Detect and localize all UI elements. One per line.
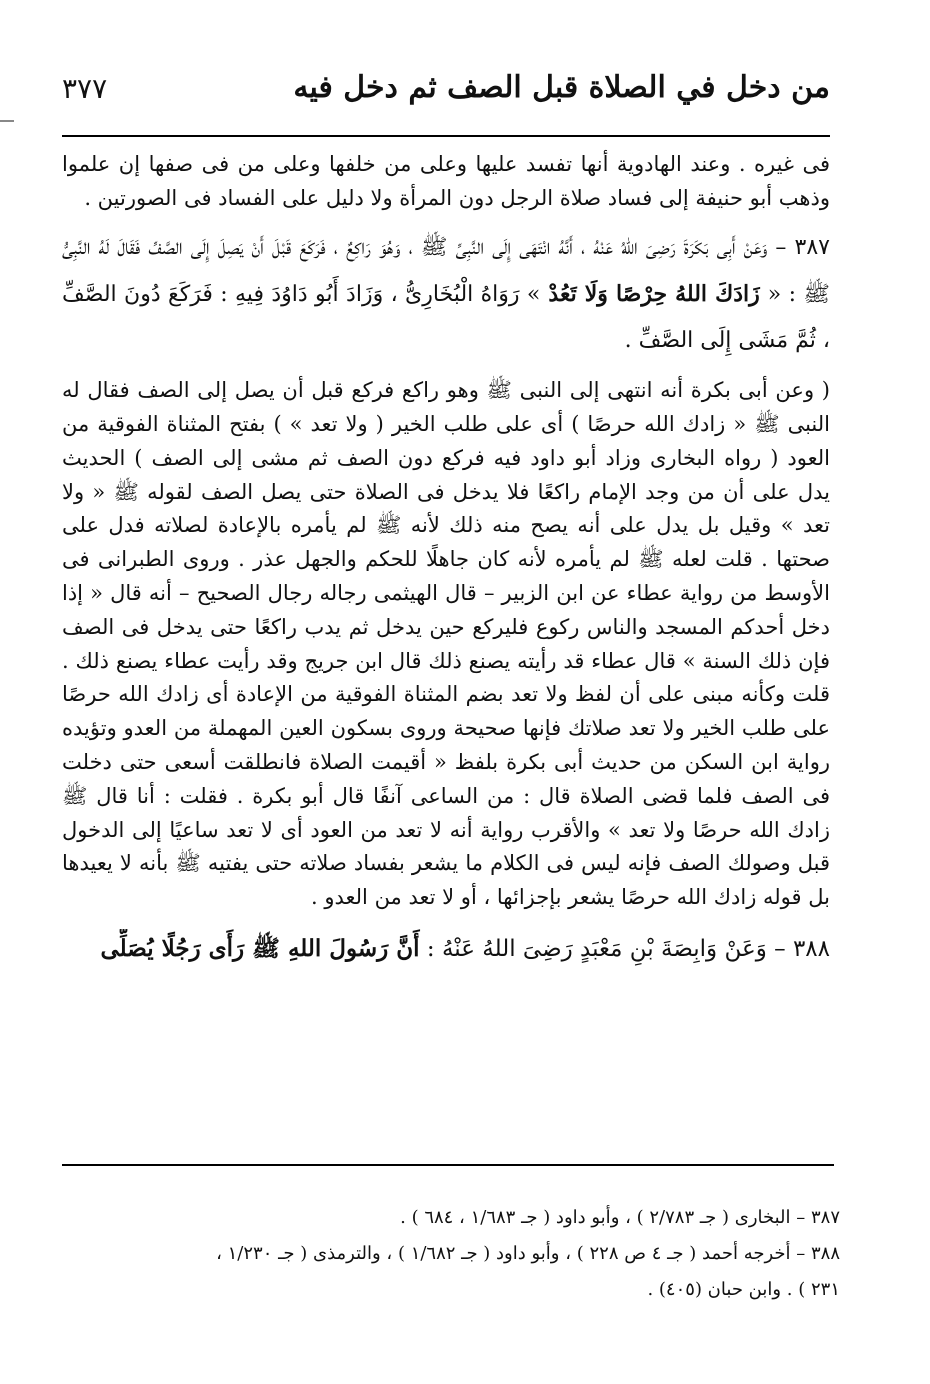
running-header — [62, 62, 830, 120]
commentary-paragraph: ( وعن أبى بكرة أنه انتهى إلى النبى ﷺ وهو راكع فركع قبل أن يصل إلى الصف فقال له النبى ﷺ « زادك الله حرصًا ) أى على طلب الخير ( ولا تعد » ) بفتح المثناة الفوقية من العود ( رواه البخارى وزاد أبو داود فيه فركع دون الصف ثم مشى إلى الصف ) الحديث يدل على أن من وجد الإمام راكعًا فلا يدخل فى الصلاة حتى يصل الصف لقوله ﷺ « ولا تعد » وقيل بل يدل على أنه يصح منه ذلك لأنه ﷺ لم يأمره بالإعادة لصلاته فدل على صحتها . قلت لعله ﷺ لم يأمره لأنه كان جاهلًا للحكم والجهل عذر . وروى الطبرانى فى الأوسط من رواية عطاء عن ابن الزبير – قال الهيثمى رجاله رجال الصحيح – أنه قال « إذا دخل أحدكم المسجد والناس ركوع فليركع حين يدخل ثم يدب راكعًا حتى يدخل فى الصف فإن ذلك السنة » قال عطاء قد رأيته يصنع ذلك قال ابن جريج وقد رأيت عطاء يصنع ذلك . قلت وكأنه مبنى على أن لفظ ولا تعد بضم المثناة الفوقية من الإعادة أى زادك الله حرصًا على طلب الخير ولا تعد صلاتك فإنها صحيحة وروى بسكون العين المهملة من العدو وتؤيده رواية ابن السكن من حديث أبى بكرة بلفظ « أقيمت الصلاة فانطلقت أسعى حتى دخلت فى الصف فلما قضى الصلاة قال : من الساعى آنفًا قال أبو بكرة . فقلت : أنا قال ﷺ زادك الله حرصًا ولا تعد » والأقرب رواية أنه لا تعد من العود أى لا تعد ساعيًا إلى الدخول قبل وصولك الصف فإنه ليس فى الكلام ما يشعر بفساد صلاته حتى يفتيه ﷺ بأنه لا يعيدها بل قوله زادك الله حرصًا يشعر بإجزائها ، أو لا تعد من العدو . — [62, 378, 830, 910]
hadith-388-text: ٣٨٨ – وَعَنْ وَابِصَةَ بْنِ مَعْبَدٍ رَضِىَ اللهُ عَنْهُ : — [419, 935, 830, 962]
margin-mark — [0, 120, 14, 122]
hadith-387-text: ٣٨٧ – وَعَنْ أَبِى بَكَرَةَ رَضِىَ اللهُ عَنْهُ ، أَنَّهُ انْتَهَى إِلَى النَّبِىِّ ﷺ ، وَهُوَ رَاكِعٌ ، فَرَكَعَ قَبْلَ أَنْ يَصِلَ إِلَى الصَّفِّ فَقَالَ لَهُ النَّبِىُّ ﷺ : « — [62, 235, 831, 308]
header-rule — [62, 135, 830, 137]
footnote-387: ٣٨٧ – البخارى ( جـ ٢/٧٨٣ ) ، وأبو داود ( جـ ١/٦٨٣ ، ٦٨٤ ) . — [400, 1207, 840, 1228]
hadith-387-tail: » رَوَاهُ الْبُخَارِىُّ ، وَزَادَ أَبُو دَاوُدَ فِيهِ : فَرَكَعَ دُونَ الصَّفِّ ، ثُمَّ مَشَى إِلَى الصَّفِّ . — [62, 282, 830, 354]
footnote-388 — [80, 1236, 840, 1308]
footnote-388-line1: ٣٨٨ – أخرجه أحمد ( جـ ٤ ص ٢٢٨ ) ، وأبو داود ( جـ ١/٦٨٢ ) ، والترمذى ( جـ ١/٢٣٠ ، — [216, 1243, 840, 1264]
footnote-388-line2: ٢٣١ ) . وابن حبان (٤٠٥) . — [647, 1279, 840, 1300]
intro-paragraph: فى غيره . وعند الهادوية أنها تفسد عليها وعلى من خلفها وعلى من فى صفها إن علموا وذهب أبو حنيفة إلى فساد صلاة الرجل دون المرأة ولا دليل على الفساد فى الصورتين . — [62, 152, 830, 210]
hadith-387-bold-quote: زَادَكَ اللهُ حِرْصًا وَلَا تَعُدْ — [540, 281, 768, 308]
page-body — [62, 148, 830, 969]
footnotes — [80, 1200, 840, 1308]
hadith-388-bold: أَنَّ رَسُولَ اللهِ ﷺ رَأَى رَجُلًا يُصَلِّى — [100, 934, 420, 962]
hadith-387 — [62, 225, 830, 364]
chapter-title: من دخل في الصلاة قبل الصف ثم دخل فيه — [293, 70, 830, 105]
hadith-388 — [62, 929, 830, 969]
footnote-rule — [62, 1164, 834, 1166]
page-number: ٣٧٧ — [62, 72, 108, 105]
